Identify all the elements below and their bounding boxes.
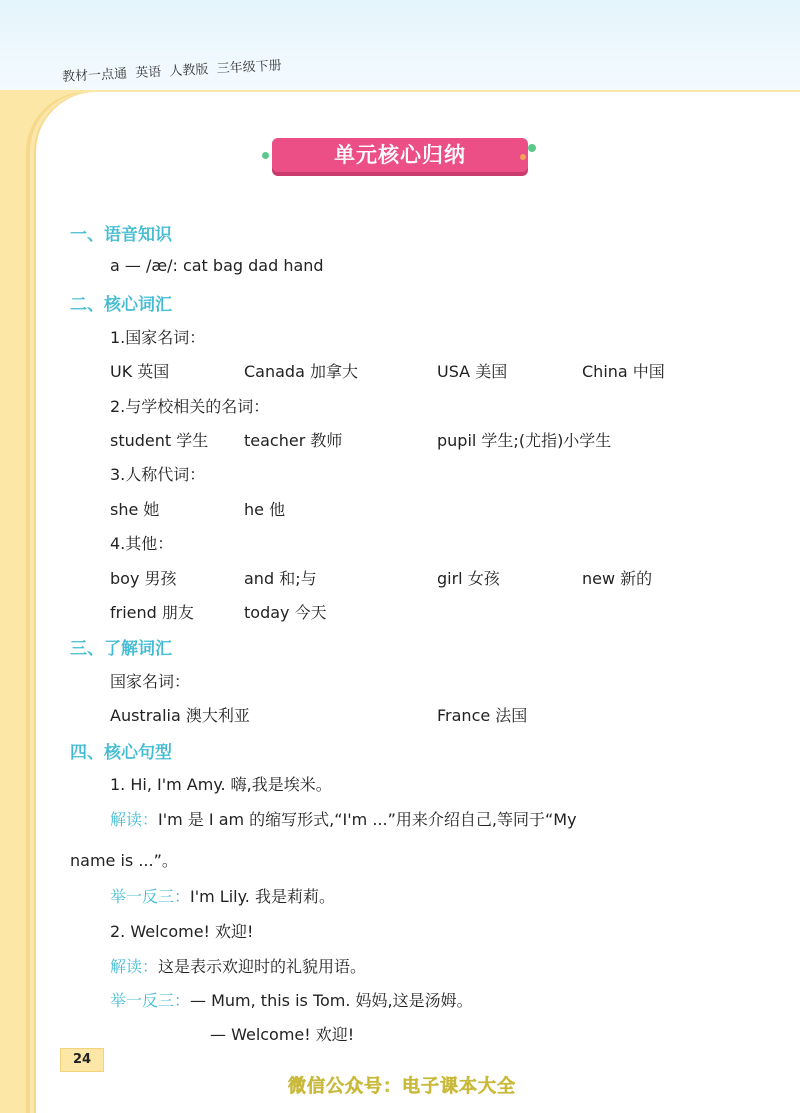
vocab-item: USA 美国: [437, 362, 508, 381]
example-2-reply: — Welcome! 欢迎!: [210, 1025, 355, 1044]
page-title: 单元核心归纳: [272, 138, 528, 172]
subheading-countries-extra: 国家名词：: [110, 672, 191, 691]
vocab-item: Australia 澳大利亚: [110, 706, 250, 725]
note-text: I'm 是 I am 的缩写形式,“I'm ...”用来介绍自己,等同于“My: [158, 810, 577, 829]
example-1: [110, 884, 335, 907]
page-number: 24: [60, 1048, 104, 1072]
vocab-item: girl 女孩: [437, 569, 500, 588]
vocab-item: friend 朋友: [110, 603, 194, 622]
vocab-item: today 今天: [244, 603, 327, 622]
note-text: 这是表示欢迎时的礼貌用语。: [158, 957, 367, 976]
note-1: [110, 807, 577, 830]
vocab-item: Canada 加拿大: [244, 362, 358, 381]
title-banner: [262, 138, 538, 174]
note-label: 解读：: [110, 957, 159, 976]
example-label: 举一反三：: [110, 887, 191, 906]
example-text: — Mum, this is Tom. 妈妈,这是汤姆。: [190, 991, 473, 1010]
vocab-item: China 中国: [582, 362, 665, 381]
vocab-item: pupil 学生;(尤指)小学生: [437, 431, 612, 450]
vocab-item: new 新的: [582, 569, 653, 588]
running-head: 教材一点通 英语 人教版 三年级下册: [61, 58, 282, 85]
vocab-item: she 她: [110, 500, 160, 519]
example-label: 举一反三：: [110, 991, 191, 1010]
example-text: I'm Lily. 我是莉莉。: [190, 887, 335, 906]
vocab-item: UK 英国: [110, 362, 170, 381]
subheading-others: 4.其他：: [110, 534, 174, 553]
note-2: [110, 954, 366, 977]
subheading-school: 2.与学校相关的名词：: [110, 397, 270, 416]
decor-dot-orange: [520, 154, 526, 160]
vocab-item: boy 男孩: [110, 569, 177, 588]
section-heading-phonics: 一、语音知识: [70, 225, 172, 245]
vocab-item: and 和;与: [244, 569, 317, 588]
vocab-item: teacher 教师: [244, 431, 343, 450]
phonics-line: a — /æ/: cat bag dad hand: [110, 256, 324, 275]
note-label: 解读：: [110, 810, 159, 829]
vocab-item: he 他: [244, 500, 286, 519]
sentence-2: 2. Welcome! 欢迎!: [110, 922, 254, 941]
subheading-countries: 1.国家名词：: [110, 328, 206, 347]
section-heading-sentences: 四、核心句型: [70, 743, 172, 763]
section-heading-extra-vocab: 三、了解词汇: [70, 639, 172, 659]
vocab-item: student 学生: [110, 431, 209, 450]
subheading-pronouns: 3.人称代词：: [110, 465, 206, 484]
section-heading-core-vocab: 二、核心词汇: [70, 295, 172, 315]
decor-dot-green: [262, 152, 269, 159]
example-2: [110, 988, 473, 1011]
note-1-continued: name is ...”。: [70, 851, 178, 870]
sentence-1: 1. Hi, I'm Amy. 嗨,我是埃米。: [110, 775, 332, 794]
vocab-item: France 法国: [437, 706, 528, 725]
decor-dot-green-right: [528, 144, 536, 152]
watermark: 微信公众号：电子课本大全: [288, 1076, 516, 1097]
